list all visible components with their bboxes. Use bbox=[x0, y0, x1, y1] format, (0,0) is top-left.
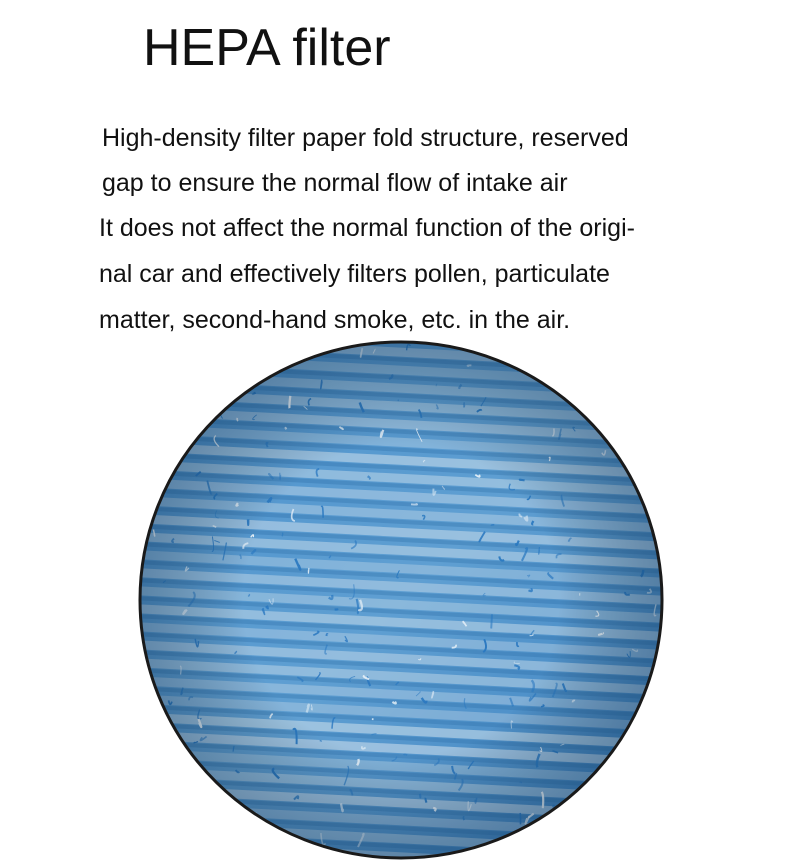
description-line-2: gap to ensure the normal flow of intake air bbox=[102, 169, 568, 197]
page-title: HEPA filter bbox=[143, 19, 391, 77]
description-line-5: matter, second-hand smoke, etc. in the air. bbox=[99, 306, 571, 334]
filter-closeup-image bbox=[138, 340, 664, 860]
filter-magnified-view bbox=[138, 340, 664, 860]
description-line-3: It does not affect the normal function of the origi- bbox=[99, 214, 635, 242]
description-line-4: nal car and effectively filters pollen, particulate bbox=[99, 260, 610, 288]
description-line-1: High-density filter paper fold structure, reserved bbox=[102, 124, 629, 152]
